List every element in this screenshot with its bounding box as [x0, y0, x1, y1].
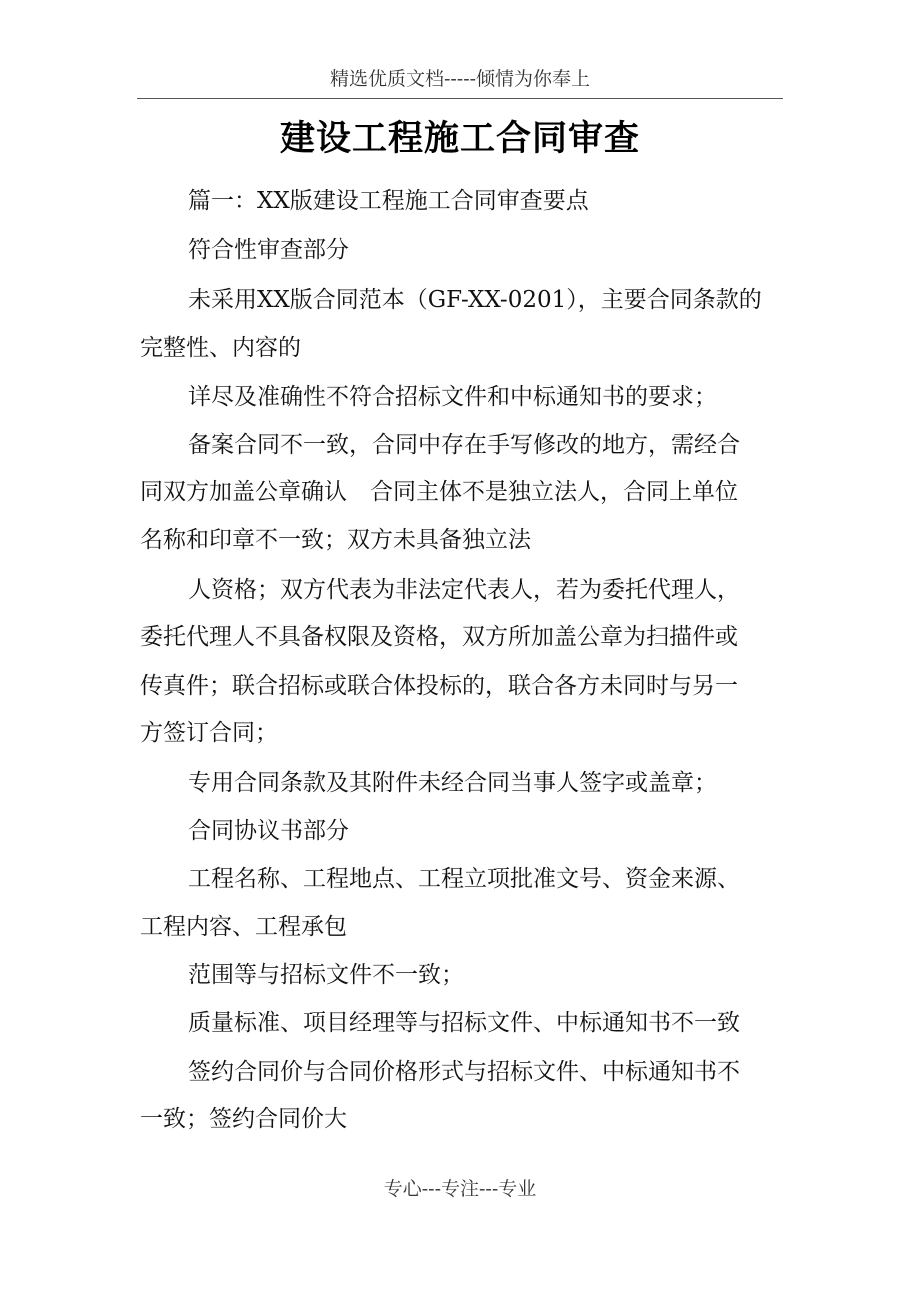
body-line: 名称和印章不一致；双方未具备独立法	[140, 527, 531, 553]
body-line: 同双方加盖公章确认 合同主体不是独立法人，合同上单位	[140, 479, 738, 505]
body-line: 备案合同不一致，合同中存在手写修改的地方，需经合	[188, 432, 740, 458]
body-line: 完整性、内容的	[140, 335, 301, 361]
page-header: 精选优质文档-----倾情为你奉上	[329, 68, 591, 90]
body-line: 范围等与招标文件不一致；	[188, 962, 464, 988]
body-line: 一致；签约合同价大	[140, 1106, 347, 1132]
body-line: 工程内容、工程承包	[140, 914, 347, 940]
body-line: 签约合同价与合同价格形式与招标文件、中标通知书不	[188, 1059, 740, 1085]
body-line: 专用合同条款及其附件未经合同当事人签字或盖章；	[188, 770, 717, 796]
body-line: 传真件；联合招标或联合体投标的，联合各方未同时与另一	[140, 673, 738, 699]
body-line: 合同协议书部分	[188, 818, 349, 844]
body-line: 质量标准、项目经理等与招标文件、中标通知书不一致	[188, 1010, 740, 1036]
document-title: 建设工程施工合同审查	[279, 118, 640, 159]
body-line: 详尽及准确性不符合招标文件和中标通知书的要求；	[188, 384, 717, 410]
page-footer: 专心---专注---专业	[383, 1178, 537, 1200]
body-line: 未采用XX版合同范本（GF-XX-0201），主要合同条款的	[188, 287, 762, 313]
body-line: 符合性审查部分	[188, 237, 349, 263]
body-line: 篇一：XX版建设工程施工合同审查要点	[188, 188, 589, 214]
body-line: 人资格；双方代表为非法定代表人，若为委托代理人，	[188, 577, 740, 603]
body-line: 工程名称、工程地点、工程立项批准文号、资金来源、	[188, 866, 740, 892]
header-divider	[137, 98, 783, 99]
body-line: 方签订合同；	[140, 720, 278, 746]
body-line: 委托代理人不具备权限及资格，双方所加盖公章为扫描件或	[140, 624, 738, 650]
